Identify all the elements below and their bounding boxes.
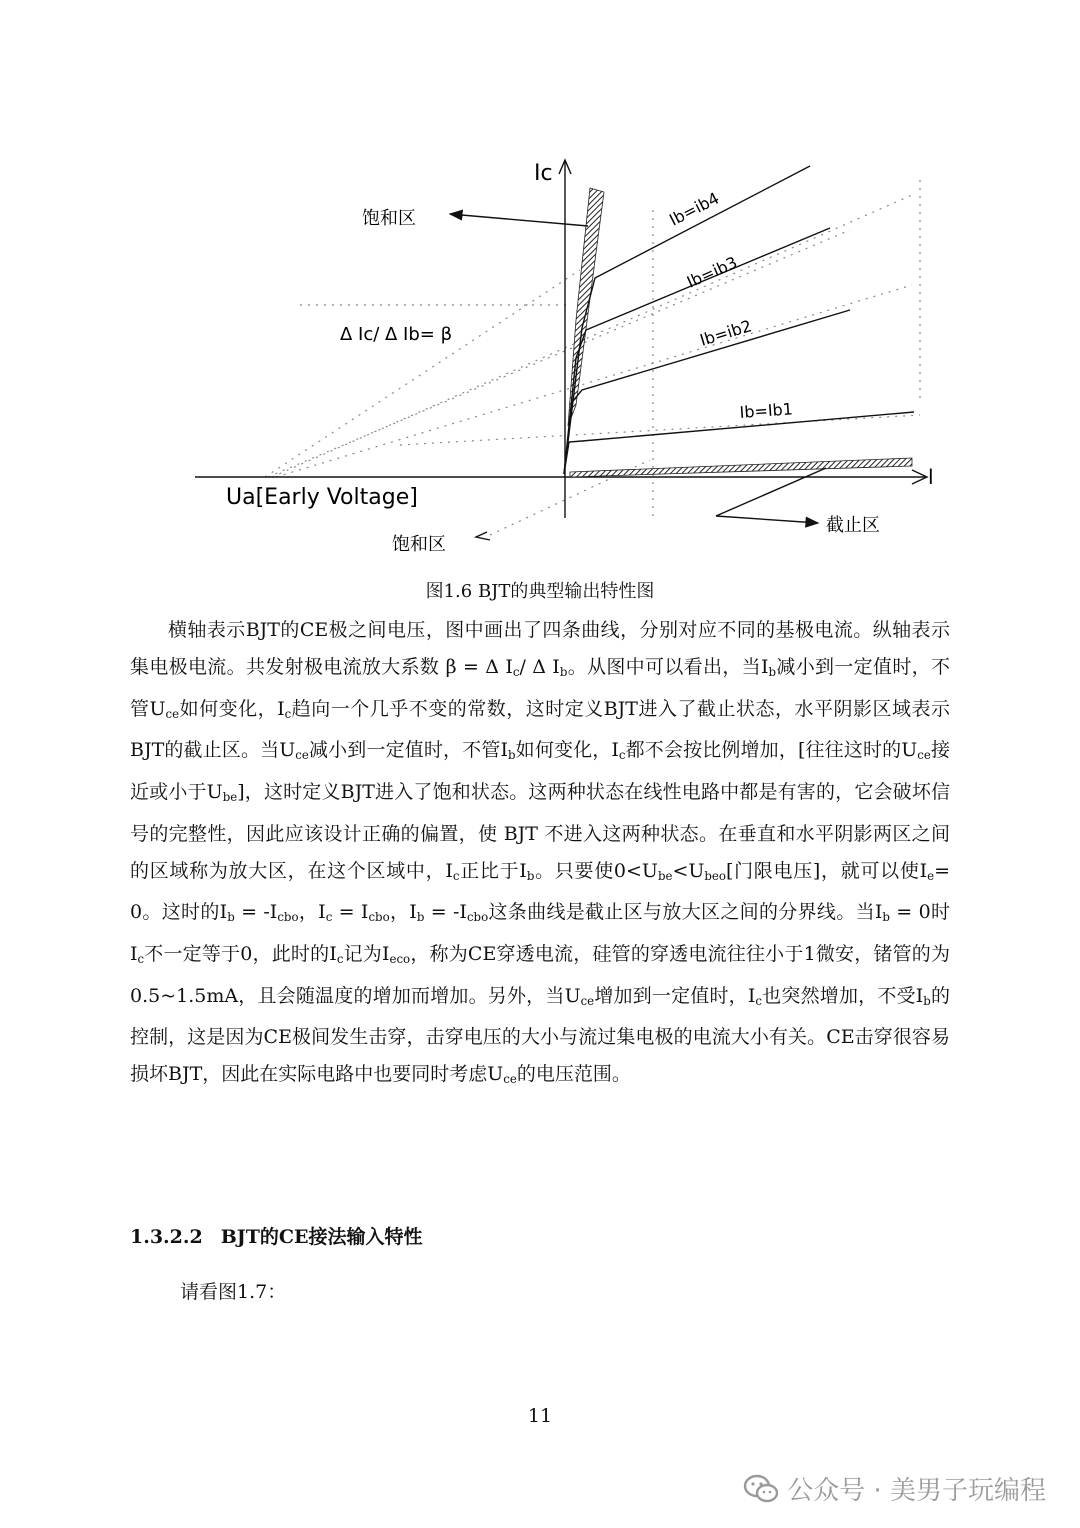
curve-ib3 [564, 228, 830, 474]
beta-ratio-label: Δ Ic/ Δ Ib= β [340, 324, 453, 345]
ic-axis-label: Ic [534, 161, 553, 186]
cutoff-label: 截止区 [826, 515, 880, 536]
curve-label-ib4: Ib=ib4 [666, 188, 723, 230]
saturation-label-top: 饱和区 [362, 208, 416, 229]
x-axis-end-label: l [928, 465, 934, 489]
section-number: 1.3.2.2 [130, 1226, 203, 1248]
curve-label-ib3: Ib=ib3 [683, 252, 741, 292]
page-number: 11 [527, 1405, 553, 1427]
section-title: BJT的CE接法输入特性 [220, 1226, 423, 1248]
saturation-region-hatch [568, 188, 604, 426]
curve-label-ib2: Ib=ib2 [697, 316, 754, 350]
watermark [743, 1470, 1046, 1507]
figure-caption: 图1.6 BJT的典型输出特性图 [425, 581, 655, 602]
watermark-text: 公众号 · 美男子玩编程 [787, 1476, 1046, 1506]
curve-label-ib1: Ib=Ib1 [738, 399, 794, 422]
bjt-output-characteristics-figure [190, 150, 950, 570]
body-paragraph [130, 612, 950, 1098]
annotation-arrows [450, 214, 826, 540]
early-voltage-label: Ua[Early Voltage] [226, 485, 418, 510]
paragraph-text: 横轴表示BJT的CE极之间电压，图中画出了四条曲线，分别对应不同的基极电流。纵轴表示集电极电流。共发射极电流放大系数 β = Δ $I_c/$ Δ $I_b$。从图中可以看出，当$I_b$减小到一定值时，不管$U_{ce}$如何变化，$I_c$趋向一个几乎不变的常数，这时定义BJT进入了截止状态，水平阴影区域表示BJT的截止区。当$U_{ce}$减小到一定值时，不管$I_b$如何变化，$I_c$都不会按比例增加，[往往这时的$U_{ce}$接近或小于$U_{be}$]，这时定义BJT进入了饱和状态。这两种状态在线性电路中都是有害的，它会破坏信号的完整性，因此应该设计正确的偏置，使 BJT 不进入这两种状态。在垂直和水平阴影两区之间的区域称为放大区，在这个区域中，$I_c$正比于$I_b$。只要使$0<U_{be}<U_{beo}$[门限电压]，就可以使$I_e= 0$。这时的$I_b = -I_{cbo}$，$I_c = I_{cbo}$，$I_b = -I_{cbo}$这条曲线是截止区与放大区之间的分界线。当$I_b = 0$时$I_c$不一定等于0，此时的$I_c$记为$I_{eco}$，称为CE穿透电流，硅管的穿透电流往往小于1微安，锗管的为0.5~1.5mA，且会随温度的增加而增加。另外，当$U_{ce}$增加到一定值时，$I_c$也突然增加，不受$I_b$的控制，这是因为CE极间发生击穿，击穿电压的大小与流过集电极的电流大小有关。CE击穿很容易损坏BJT，因此在实际电路中也要同时考虑$U_{ce}$的电压范围。 [130, 619, 951, 1087]
wechat-icon [743, 1474, 779, 1504]
cutoff-region-hatch [570, 458, 912, 477]
saturation-label-bottom: 饱和区 [392, 534, 446, 555]
section-heading [130, 1222, 423, 1249]
see-figure-text: 请看图1.7： [180, 1281, 287, 1303]
